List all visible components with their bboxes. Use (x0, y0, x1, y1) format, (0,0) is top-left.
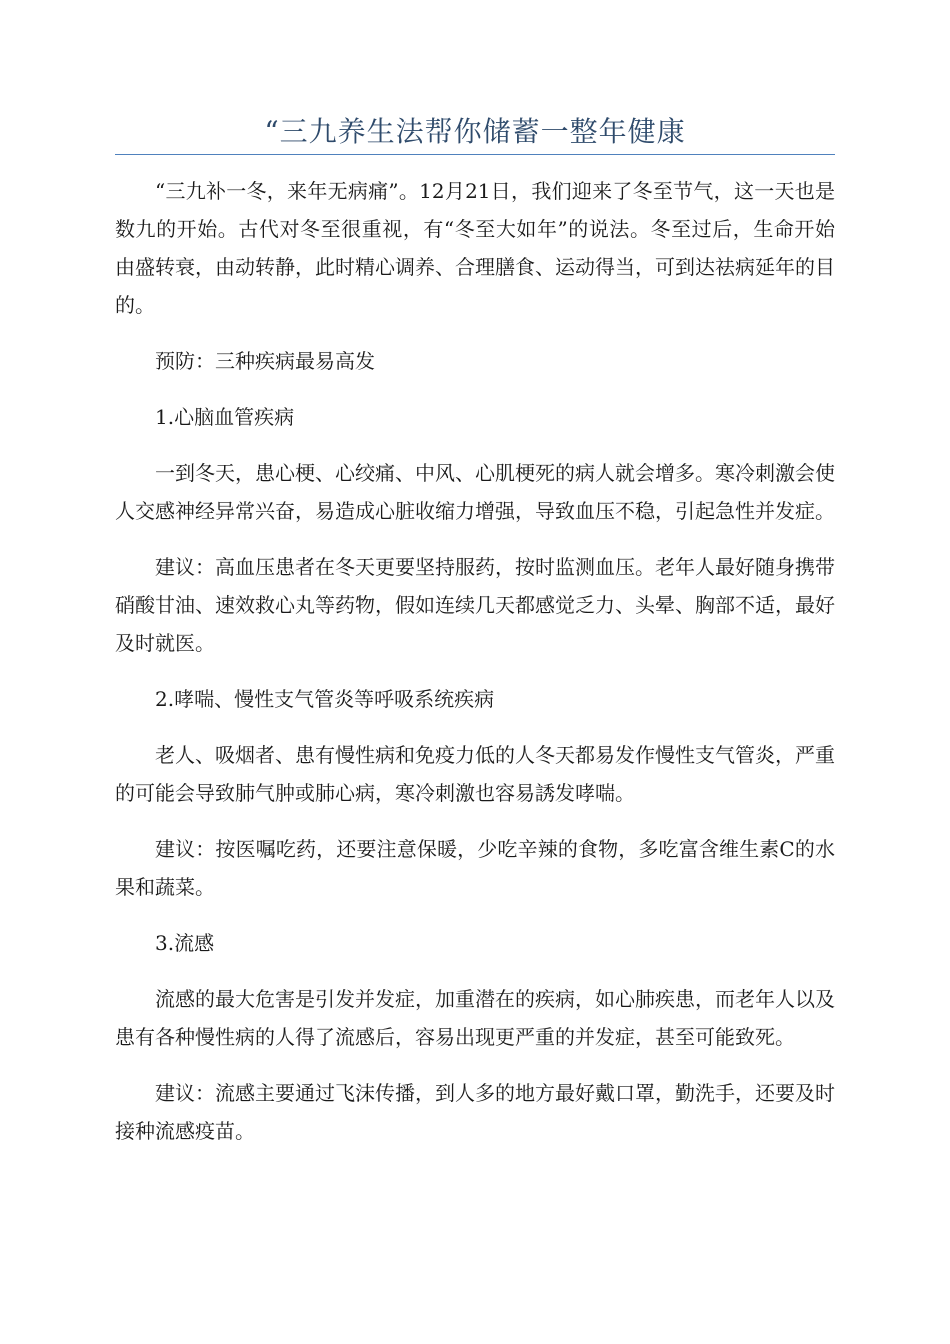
document-body (115, 172, 835, 1168)
advice-cardiovascular: 建议：高血压患者在冬天更要坚持服药，按时监测血压。老年人最好随身携带硝酸甘油、速效救心丸等药物，假如连续几天都感觉乏力、头晕、胸部不适，最好及时就医。 (115, 555, 835, 655)
subheading-cardiovascular: 1.心脑血管疾病 (155, 405, 295, 429)
section-heading-prevention: 预防：三种疾病最易高发 (155, 349, 375, 373)
paragraph-cardiovascular: 一到冬天，患心梗、心绞痛、中风、心肌梗死的病人就会增多。寒冷刺激会使人交感神经异常兴奋，易造成心脏收缩力增强，导致血压不稳，引起急性并发症。 (115, 461, 835, 523)
intro-paragraph: “三九补一冬，来年无病痛”。12月21日，我们迎来了冬至节气，这一天也是数九的开始。古代对冬至很重视，有“冬至大如年”的说法。冬至过后，生命开始由盛转衰，由动转静，此时精心调养、合理膳食、运动得当，可到达祛病延年的目的。 (115, 179, 835, 317)
advice-respiratory: 建议：按医嘱吃药，还要注意保暖，少吃辛辣的食物，多吃富含维生素C的水果和蔬菜。 (115, 837, 835, 899)
document-title: “三九养生法帮你储蓄一整年健康 (264, 115, 686, 148)
advice-flu: 建议：流感主要通过飞沫传播，到人多的地方最好戴口罩，勤洗手，还要及时接种流感疫苗。 (115, 1081, 835, 1143)
paragraph-respiratory: 老人、吸烟者、患有慢性病和免疫力低的人冬天都易发作慢性支气管炎，严重的可能会导致肺气肿或肺心病，寒冷刺激也容易誘发哮喘。 (115, 743, 835, 805)
title-underline (115, 154, 835, 155)
subheading-flu: 3.流感 (155, 931, 215, 955)
paragraph-flu: 流感的最大危害是引发并发症，加重潜在的疾病，如心肺疾患，而老年人以及患有各种慢性病的人得了流感后，容易出现更严重的并发症，甚至可能致死。 (115, 987, 835, 1049)
subheading-respiratory: 2.哮喘、慢性支气管炎等呼吸系统疾病 (155, 687, 495, 711)
